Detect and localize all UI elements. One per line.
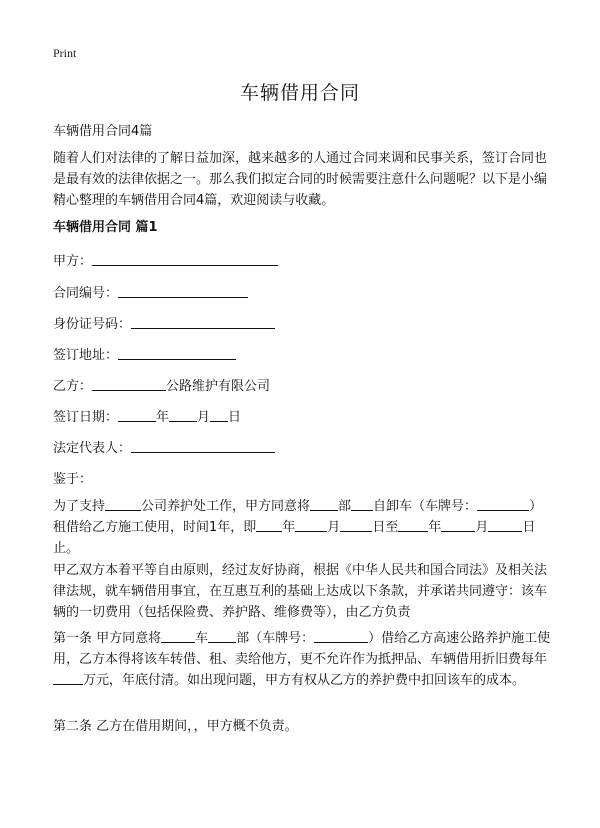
blank <box>256 519 282 532</box>
purpose-text-7: 月 <box>327 520 341 535</box>
day-text: 日 <box>228 410 242 425</box>
sign-address-field <box>53 344 236 363</box>
print-label[interactable]: Print <box>53 46 77 60</box>
clause-agreement: 甲乙双方本着平等自由原则，经过友好协商，根据《中华人民共和国合同法》及相关法律法规，就车辆借用事宜，在互惠互利的基础上达成以下条款，并承诺共同遵守：该车辆的一切费用（包括保险费、养护路、维修费等），由乙方负责 <box>53 563 548 620</box>
party-b-blank <box>92 377 166 391</box>
blank <box>161 630 195 643</box>
whereas-label: 鉴于： <box>53 472 93 487</box>
contract-no-blank <box>118 284 248 298</box>
blank <box>441 519 475 532</box>
month-text: 月 <box>197 410 211 425</box>
year-text: 年 <box>156 410 170 425</box>
document-subtitle: 车辆借用合同4篇 <box>53 124 153 139</box>
purpose-text-4: 自卸车（车牌号： <box>373 499 478 514</box>
party-a-blank <box>92 252 278 266</box>
intro-paragraph: 随着人们对法律的了解日益加深，越来越多的人通过合同来调和民事关系，签订合同也是最有效的法律依据之一。那么我们拟定合同的时候需要注意什么问题呢？以下是小编精心整理的车辆借用合同4篇，欢迎阅读与收藏。 <box>53 151 548 208</box>
legal-rep-label: 法定代表人： <box>53 441 132 456</box>
sign-date-label: 签订日期： <box>53 410 119 425</box>
party-b-label: 乙方： <box>53 379 93 394</box>
clause-purpose <box>53 496 553 559</box>
clause-article-2: 第二条 乙方在借用期间，，甲方概不负责。 <box>53 719 298 734</box>
document-title: 车辆借用合同 <box>239 82 360 104</box>
blank <box>105 498 141 511</box>
party-a-field <box>53 250 278 269</box>
blank <box>295 519 327 532</box>
contract-no-field <box>53 282 248 301</box>
purpose-text-8: 日至 <box>372 520 399 535</box>
purpose-text-11: 日止。 <box>53 520 536 556</box>
purpose-text-9: 年 <box>428 520 442 535</box>
article1-text-1: 第一条 甲方同意将 <box>53 631 162 646</box>
party-b-company: 公路维护有限公司 <box>166 379 271 394</box>
sign-date-field <box>53 406 241 425</box>
id-no-field <box>53 313 275 332</box>
article1-text-4: ）借给乙方高速公路养护施工使用，乙方本得将该车转借、租、卖给他方，更不允许作为抵押品、车辆借用折旧费每年 <box>53 631 551 667</box>
legal-rep-field <box>53 437 275 456</box>
section-heading: 车辆借用合同 篇1 <box>53 220 158 235</box>
contract-no-label: 合同编号： <box>53 286 119 301</box>
blank <box>53 672 83 685</box>
id-no-label: 身份证号码： <box>53 317 132 332</box>
legal-rep-blank <box>131 439 275 453</box>
blank <box>488 519 522 532</box>
purpose-text-5: ）租借给乙方施工使用，时间1年，即 <box>53 499 543 535</box>
blank <box>351 498 373 511</box>
id-no-blank <box>131 315 275 329</box>
sign-address-blank <box>118 346 236 360</box>
clause-article-1 <box>53 628 553 691</box>
blank <box>398 519 428 532</box>
party-b-field <box>53 375 270 394</box>
purpose-text-6: 年 <box>282 520 296 535</box>
blank <box>314 630 368 643</box>
blank <box>477 498 529 511</box>
blank <box>208 630 236 643</box>
purpose-text-10: 月 <box>475 520 489 535</box>
purpose-text-1: 为了支持 <box>53 499 106 514</box>
purpose-text-2: 公司养护处工作，甲方同意将 <box>141 499 311 514</box>
purpose-text-3: 部 <box>338 499 352 514</box>
article1-text-5: 万元，年底付清。如出现问题，甲方有权从乙方的养护费中扣回该车的成本。 <box>83 673 526 688</box>
sign-year-blank <box>118 408 156 422</box>
sign-month-blank <box>169 408 197 422</box>
article1-text-2: 车 <box>195 631 209 646</box>
blank <box>310 498 338 511</box>
article1-text-3: 部（车牌号： <box>236 631 315 646</box>
blank <box>340 519 372 532</box>
sign-day-blank <box>210 408 228 422</box>
party-a-label: 甲方： <box>53 254 93 269</box>
sign-address-label: 签订地址： <box>53 348 119 363</box>
